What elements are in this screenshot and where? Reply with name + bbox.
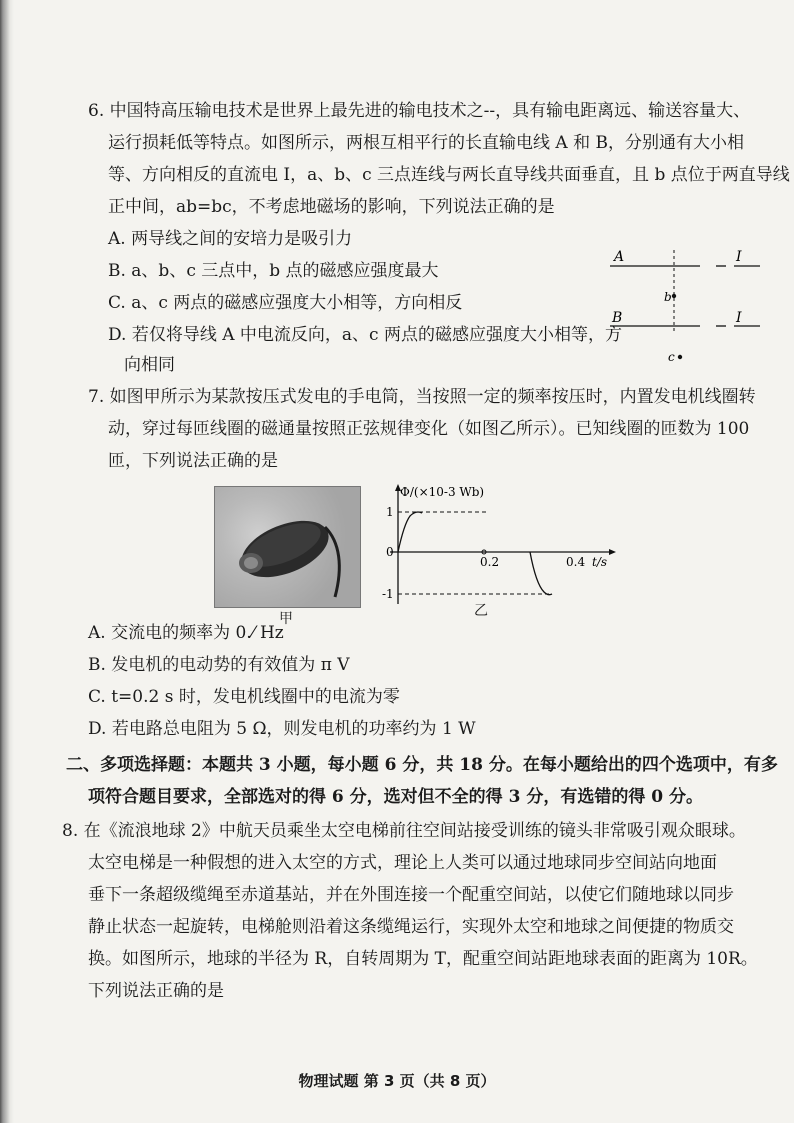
q6-option-b: B. a、b、c 三点中，b 点的磁感应强度最大 bbox=[108, 261, 439, 281]
q8-stem-line-6: 下列说法正确的是 bbox=[88, 981, 224, 1001]
q7-option-d: D. 若电路总电阻为 5 Ω，则发电机的功率约为 1 W bbox=[88, 719, 476, 739]
q8-stem-line-3: 垂下一条超级缆绳至赤道基站，并在外围连接一个配重空间站，以使它们随地球以同步 bbox=[88, 885, 734, 905]
page-footer: 物理试题 第 3 页（共 8 页） bbox=[298, 1072, 496, 1090]
q7-option-a: A. 交流电的频率为 0.⁄ Hz bbox=[88, 623, 284, 643]
q6-point-c bbox=[678, 355, 682, 359]
q7-option-c: C. t=0.2 s 时，发电机线圈中的电流为零 bbox=[88, 687, 400, 707]
q7-stem-line-1: 7. 如图甲所示为某款按压式发电的手电筒，当按照一定的频率按压时，内置发电机线圈转 bbox=[88, 387, 756, 407]
q8-stem-line-4: 静止状态一起旋转，电梯舱则沿着这条缆绳运行，实现外太空和地球之间便捷的物质交 bbox=[88, 917, 734, 937]
flashlight-illustration bbox=[215, 487, 360, 607]
section2-heading-line-1: 二、多项选择题：本题共 3 小题，每小题 6 分，共 18 分。在每小题给出的四个选项中，有多 bbox=[66, 755, 778, 775]
flux-y-tick-zero: 0 bbox=[386, 545, 394, 559]
q6-wire-diagram bbox=[600, 244, 770, 374]
flux-y-tick-bottom: -1 bbox=[382, 587, 394, 601]
flux-graph bbox=[380, 480, 620, 610]
q6-label-current-b: I bbox=[736, 310, 742, 326]
q6-option-a: A. 两导线之间的安培力是吸引力 bbox=[108, 229, 353, 249]
q6-label-point-b: b bbox=[664, 290, 672, 304]
scanned-page-edge bbox=[0, 0, 14, 1123]
flashlight-photo bbox=[214, 486, 361, 608]
graph-caption: 乙 bbox=[474, 603, 488, 619]
q6-label-wire-b: B bbox=[612, 310, 623, 326]
q7-stem-line-2: 动，穿过每匝线圈的磁通量按照正弦规律变化（如图乙所示）。已知线圈的匝数为 100 bbox=[108, 419, 750, 439]
q8-stem-line-1: 8. 在《流浪地球 2》中航天员乘坐太空电梯前往空间站接受训练的镜头非常吸引观众眼球。 bbox=[62, 821, 746, 841]
q6-stem-line-2: 运行损耗低等特点。如图所示，两根互相平行的长直输电线 A 和 B，分别通有大小相 bbox=[108, 133, 744, 153]
photo-caption: 甲 bbox=[279, 611, 293, 627]
q6-stem-line-1: 6. 中国特高压输电技术是世界上最先进的输电技术之--，具有输电距离远、输送容量大、 bbox=[88, 101, 751, 121]
q6-option-c: C. a、c 两点的磁感应强度大小相等，方向相反 bbox=[108, 293, 463, 313]
q6-stem-line-4: 正中间，ab=bc，不考虑地磁场的影响，下列说法正确的是 bbox=[108, 197, 555, 217]
flux-x-tick-1: 0.2 bbox=[480, 555, 500, 569]
q6-option-d-cont: 向相同 bbox=[124, 355, 175, 375]
q8-stem-line-5: 换。如图所示，地球的半径为 R，自转周期为 T，配重空间站距地球表面的距离为 10R。 bbox=[88, 949, 758, 969]
q6-label-wire-a: A bbox=[614, 249, 625, 265]
q6-label-current-a: I bbox=[736, 249, 742, 265]
q6-point-b bbox=[672, 294, 676, 298]
q7-option-b: B. 发电机的电动势的有效值为 π V bbox=[88, 655, 350, 675]
q7-stem-line-3: 匝，下列说法正确的是 bbox=[108, 451, 278, 471]
q6-stem-line-3: 等、方向相反的直流电 I，a、b、c 三点连线与两长直导线共面垂直，且 b 点位于两直导线 bbox=[108, 165, 790, 185]
flux-x-tick-2: 0.4 bbox=[566, 555, 586, 569]
flux-y-axis-label: Φ/(×10-3 Wb) bbox=[400, 485, 485, 499]
q8-stem-line-2: 太空电梯是一种假想的进入太空的方式，理论上人类可以通过地球同步空间站向地面 bbox=[88, 853, 717, 873]
q6-label-point-c: c bbox=[668, 350, 675, 364]
flux-y-tick-top: 1 bbox=[386, 505, 394, 519]
flux-x-axis-label: t/s bbox=[592, 555, 608, 569]
q6-option-d: D. 若仅将导线 A 中电流反向，a、c 两点的磁感应强度大小相等，方 bbox=[108, 325, 622, 345]
section2-heading-line-2: 项符合题目要求，全部选对的得 6 分，选对但不全的得 3 分，有选错的得 0 分。 bbox=[88, 787, 703, 807]
